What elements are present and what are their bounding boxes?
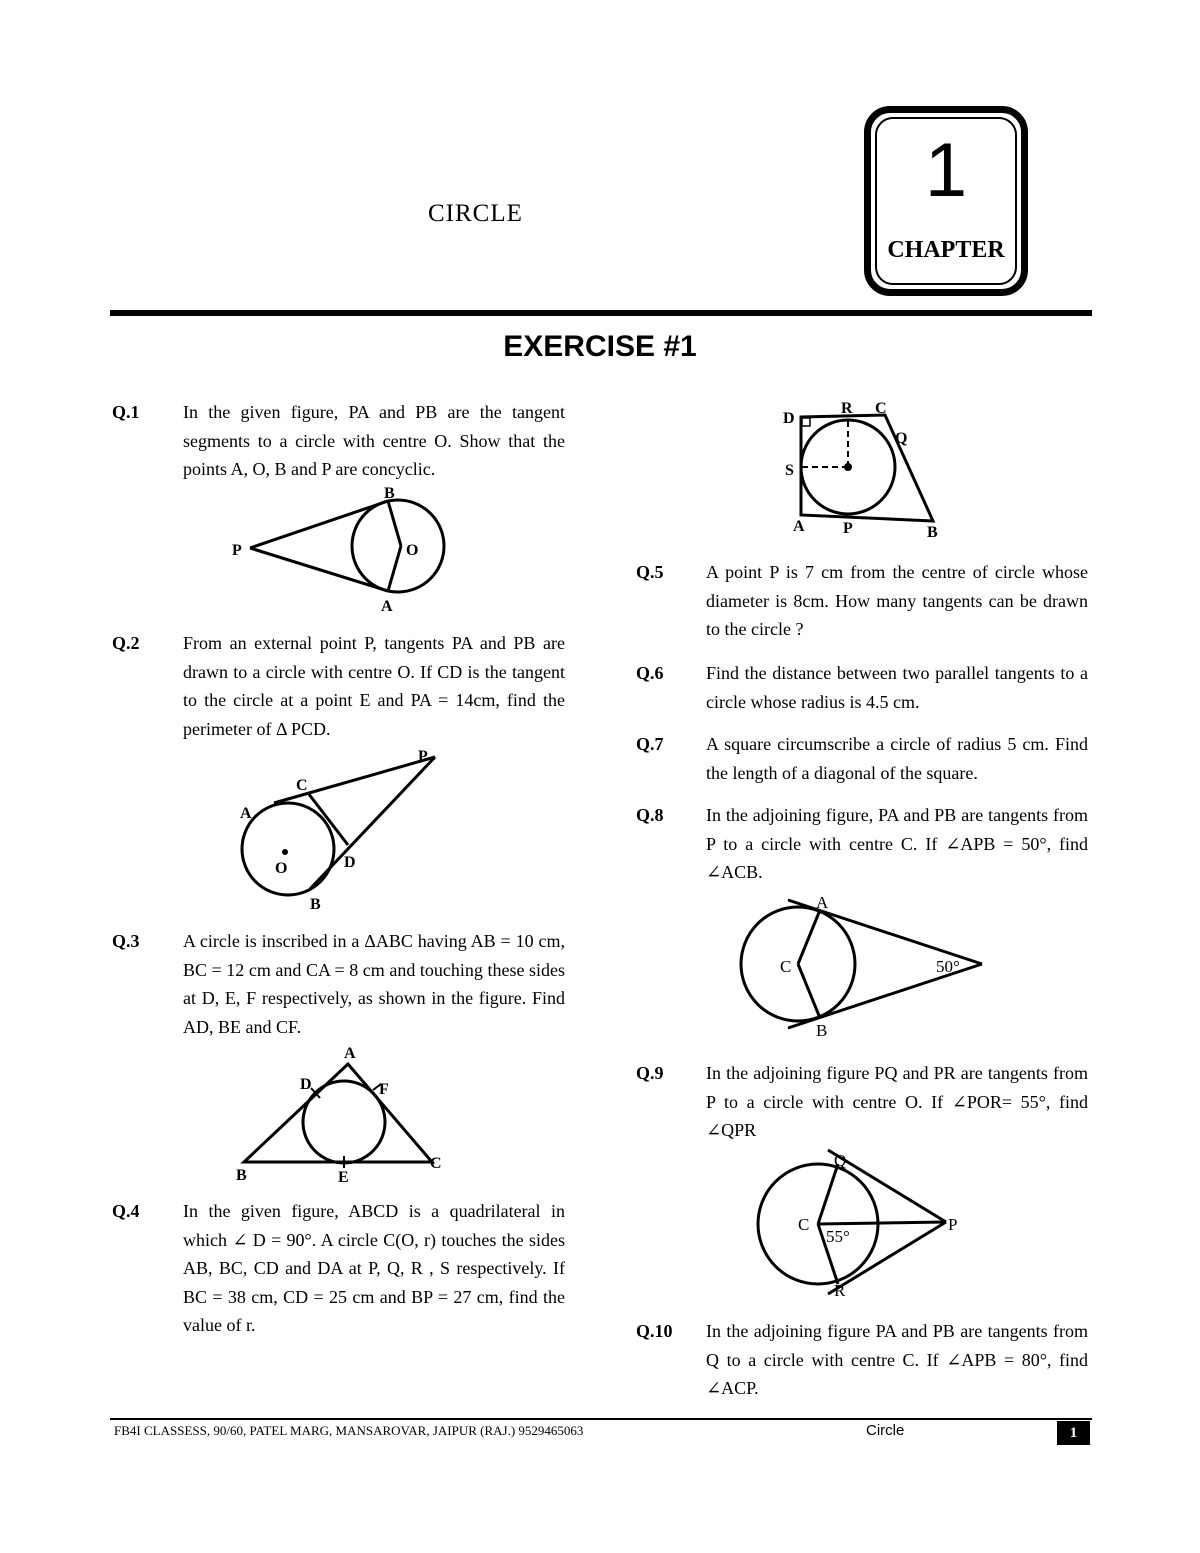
centre-dot <box>844 463 852 471</box>
circle <box>242 803 334 895</box>
label-f: F <box>379 1081 389 1098</box>
question-number: Q.5 <box>636 562 664 582</box>
label-b: B <box>236 1167 247 1184</box>
question-number: Q.3 <box>112 931 140 951</box>
figure-q9 <box>748 1148 978 1298</box>
question-text: A point P is 7 cm from the centre of circle whose diameter is 8cm. How many tangents can be drawn to the circle ? <box>706 562 1088 639</box>
question-number: Q.7 <box>636 734 664 754</box>
tangent-cd <box>308 793 348 845</box>
label-e: E <box>338 1169 349 1185</box>
label-a: A <box>344 1045 356 1062</box>
label-d: D <box>344 854 356 871</box>
label-o: O <box>275 860 288 877</box>
label-angle-50: 50° <box>936 957 960 976</box>
figure-q4 <box>775 395 955 545</box>
label-a: A <box>240 805 252 822</box>
label-b: B <box>310 896 321 913</box>
question-text: A square circumscribe a circle of radius 5 cm. Find the length of a diagonal of the square. <box>706 734 1088 783</box>
footer-divider <box>110 1418 1092 1420</box>
header-divider <box>110 310 1092 316</box>
question-text: In the given figure, PA and PB are the tangent segments to a circle with centre O. Show that the points A, O, B and P are concyclic. <box>183 402 565 479</box>
right-angle-mark <box>802 418 810 426</box>
triangle <box>244 1064 432 1162</box>
label-a: A <box>793 518 805 535</box>
footer-address: FB4I CLASSESS, 90/60, PATEL MARG, MANSAROVAR, JAIPUR (RAJ.) 9529465063 <box>114 1423 584 1438</box>
label-o: O <box>406 542 419 559</box>
tangent-pb <box>310 757 435 889</box>
label-b: B <box>816 1021 828 1040</box>
label-r: R <box>841 400 853 417</box>
page-number: 1 <box>1057 1421 1090 1445</box>
label-q: Q <box>895 430 908 447</box>
label-c: C <box>798 1215 810 1234</box>
label-r: R <box>834 1281 846 1298</box>
chapter-number: 1 <box>924 128 968 213</box>
label-d: D <box>300 1076 312 1093</box>
figure-q3 <box>226 1040 466 1185</box>
radius-oa <box>388 546 401 591</box>
label-c: C <box>296 777 308 794</box>
label-p: P <box>418 748 428 765</box>
label-s: S <box>785 462 794 479</box>
question-number: Q.2 <box>112 633 140 653</box>
label-p: P <box>948 1215 958 1234</box>
chapter-badge <box>864 106 1028 296</box>
label-b: B <box>384 485 395 502</box>
exercise-title: EXERCISE #1 <box>503 330 697 363</box>
question-text: A circle is inscribed in a ΔABC having AB = 10 cm, BC = 12 cm and CA = 8 cm and touching these sides at D, E, F respectively, as shown in the figure. Find AD, BE and CF. <box>183 931 565 1037</box>
question-text: In the adjoining figure, PA and PB are tangents from P to a circle with centre C. If ∠APB = 50°, find ∠ACB. <box>706 805 1088 882</box>
label-c: C <box>430 1155 442 1172</box>
question-number: Q.6 <box>636 663 664 683</box>
radius-ob <box>388 501 401 546</box>
question-number: Q.8 <box>636 805 664 825</box>
label-a: A <box>816 893 829 912</box>
question-text: From an external point P, tangents PA and PB are drawn to a circle with centre O. If CD is the tangent to the circle at a point E and PA = 14cm, find the perimeter of Δ PCD. <box>183 633 565 739</box>
question-text: In the given figure, ABCD is a quadrilateral in which ∠ D = 90°. A circle C(O, r) touches the sides AB, BC, CD and DA at P, Q, R , S respectively. If BC = 38 cm, CD = 25 cm and BP = 27 cm, find the value of r. <box>183 1201 565 1335</box>
label-a: A <box>381 598 393 615</box>
question-number: Q.1 <box>112 402 140 422</box>
chapter-title: CIRCLE <box>428 200 523 227</box>
label-angle-55: 55° <box>826 1227 850 1246</box>
figure-q2 <box>230 745 460 915</box>
segment-cp <box>818 1222 946 1224</box>
label-d: D <box>783 410 795 427</box>
question-text: Find the distance between two parallel tangents to a circle whose radius is 4.5 cm. <box>706 663 1088 712</box>
figure-q8 <box>730 890 990 1045</box>
radius-cb <box>798 964 820 1018</box>
question-text: In the adjoining figure PQ and PR are tangents from P to a circle with centre O. If ∠POR= 55°, find ∠QPR <box>706 1063 1088 1140</box>
label-b: B <box>927 524 938 541</box>
question-text: In the adjoining figure PA and PB are tangents from Q to a circle with centre C. If ∠APB = 80°, find ∠ACP. <box>706 1321 1088 1398</box>
circle <box>352 500 444 592</box>
footer-chapter-name: Circle <box>866 1422 905 1439</box>
tangent-pa <box>250 548 388 591</box>
question-number: Q.4 <box>112 1201 140 1221</box>
figure-q1 <box>228 480 458 620</box>
label-p: P <box>232 542 242 559</box>
radius-cq <box>818 1164 838 1224</box>
chapter-label: CHAPTER <box>887 237 1005 263</box>
radius-ca <box>798 910 820 964</box>
question-number: Q.9 <box>636 1063 664 1083</box>
label-c: C <box>875 400 887 417</box>
centre-dot <box>282 849 288 855</box>
label-p: P <box>843 520 853 537</box>
question-number: Q.10 <box>636 1321 673 1341</box>
label-c: C <box>780 957 792 976</box>
tangent-pb <box>250 501 388 548</box>
label-q: Q <box>834 1151 847 1170</box>
